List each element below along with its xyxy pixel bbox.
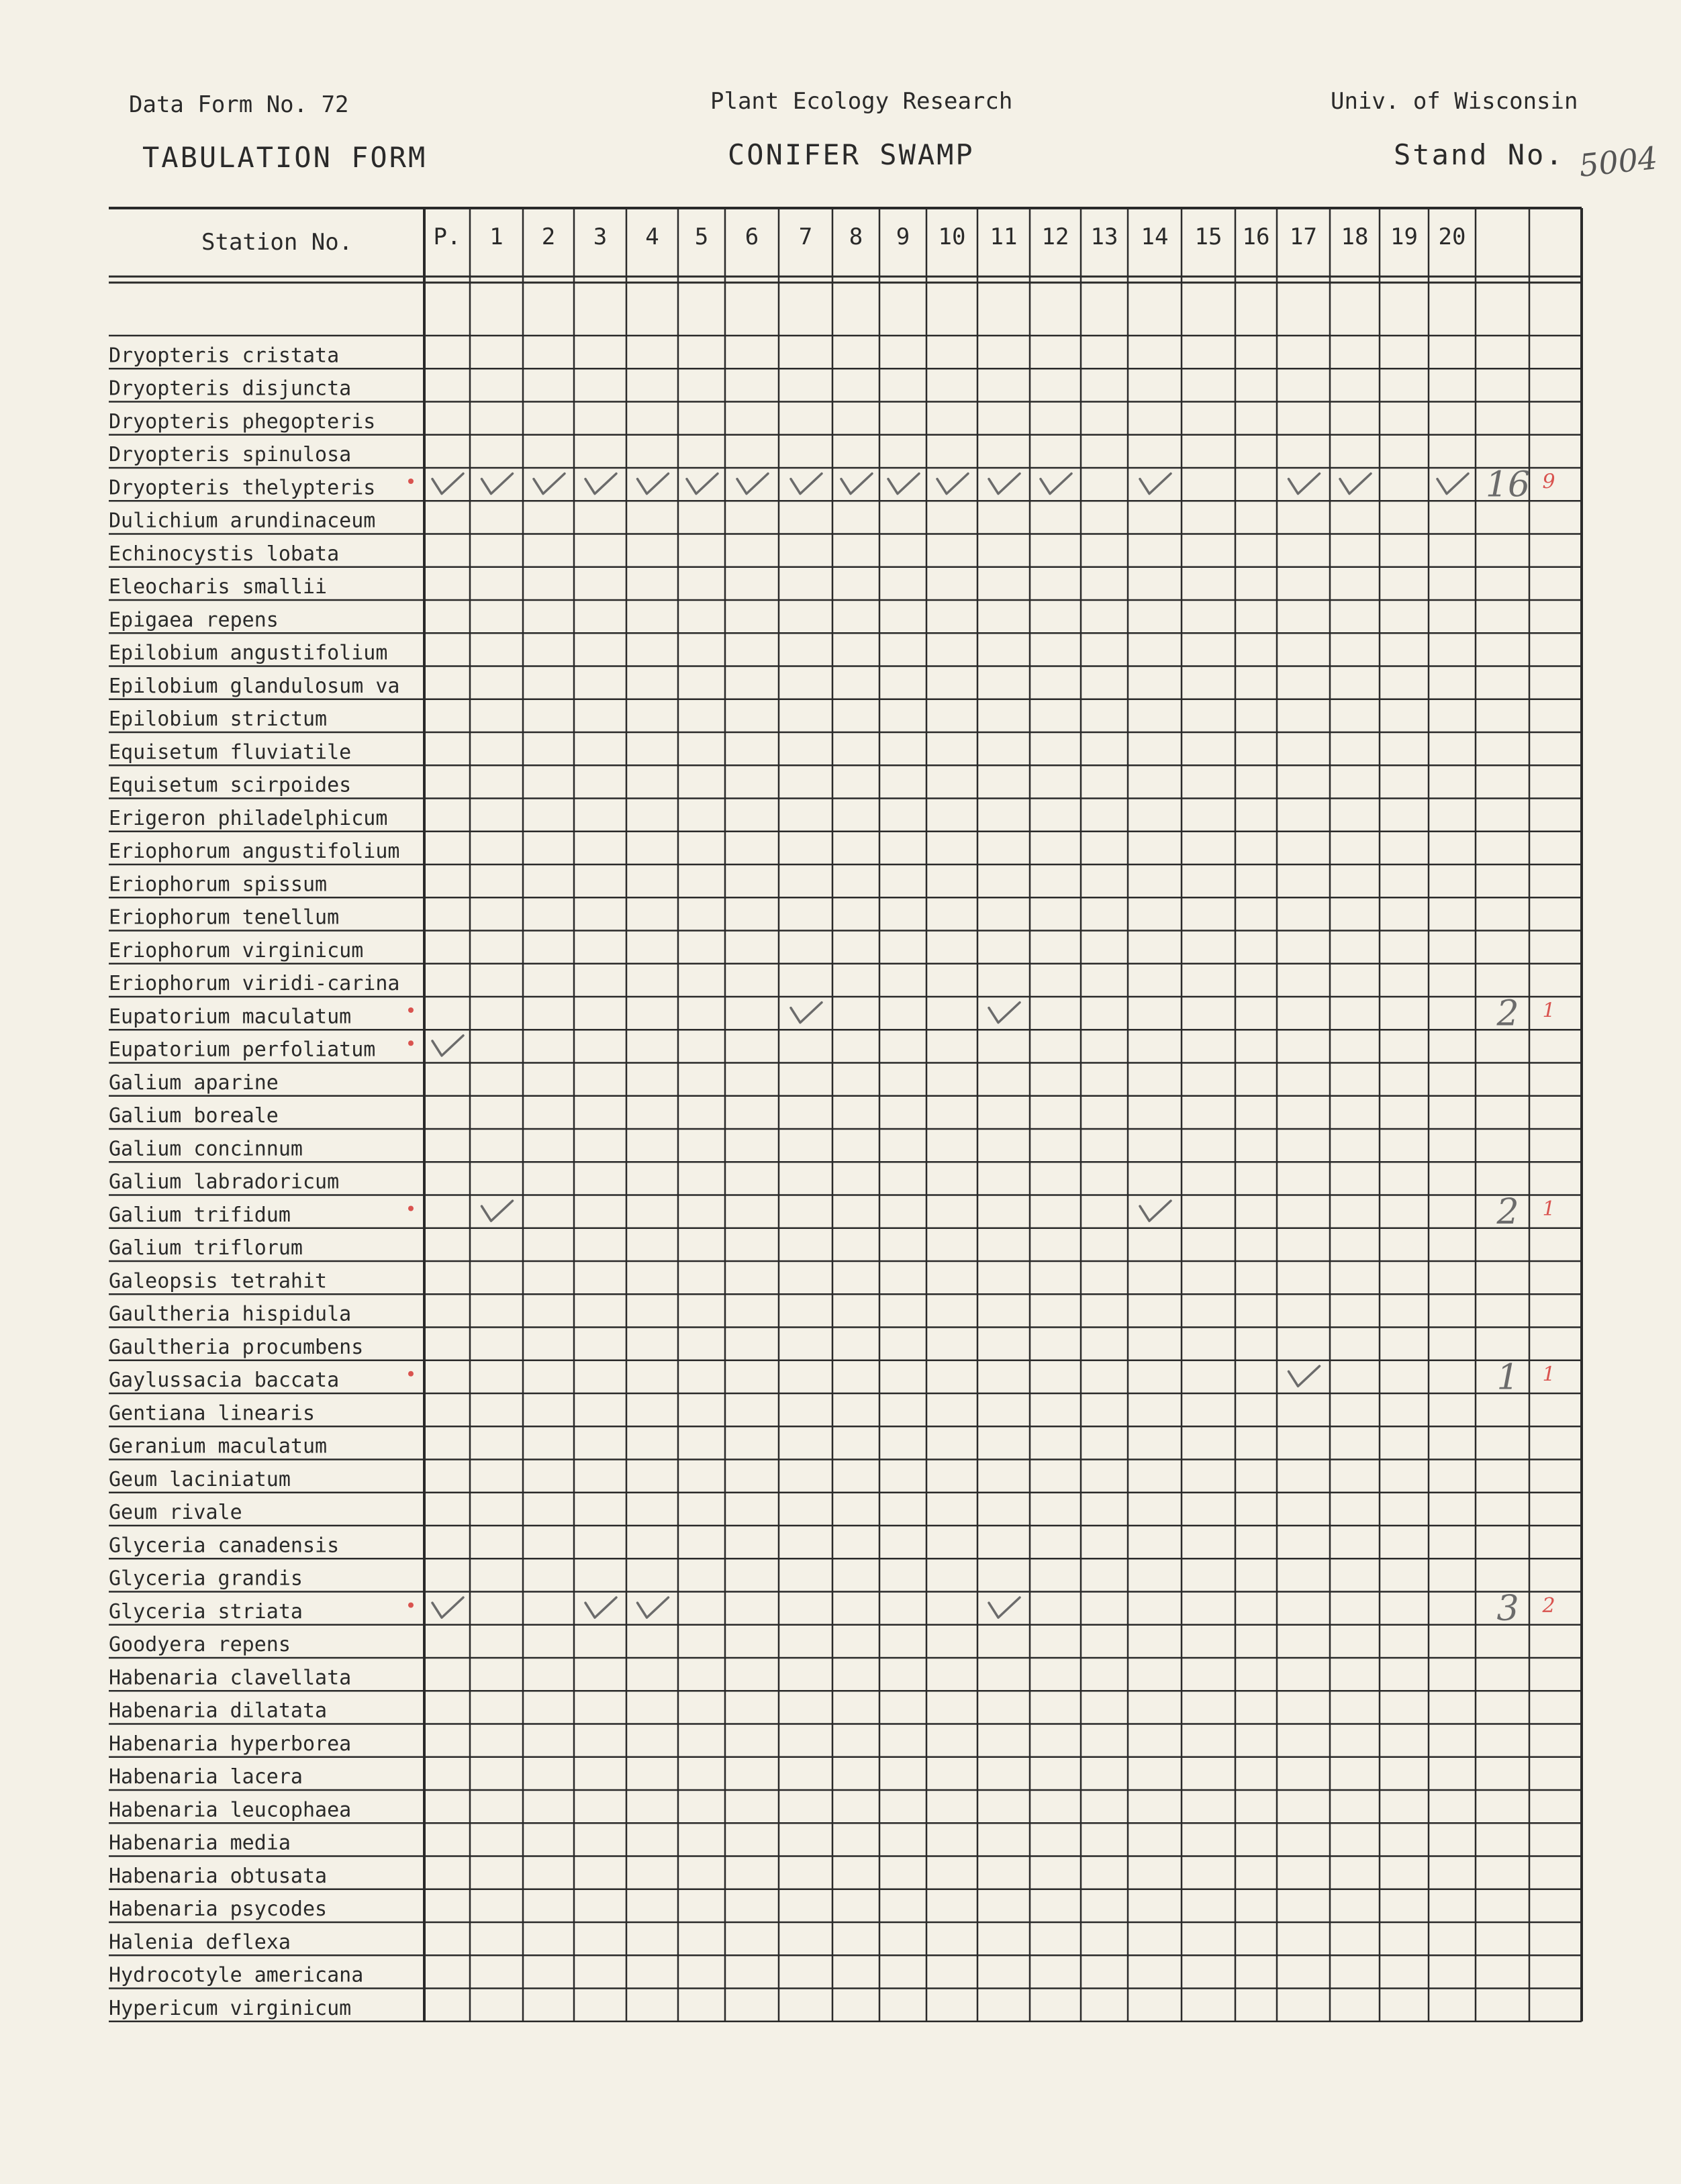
checkmark: [989, 1597, 1020, 1618]
species-name: Habenaria leucophaea: [109, 1798, 352, 1822]
checkmark: [534, 474, 565, 494]
red-dot-mark: [408, 1371, 414, 1377]
species-name: Dryopteris spinulosa: [109, 443, 352, 466]
community-title: CONIFER SWAMP: [728, 138, 975, 171]
species-name: Galium boreale: [109, 1104, 279, 1128]
species-name: Gentiana linearis: [109, 1401, 316, 1426]
species-name: Goodyera repens: [109, 1633, 291, 1656]
checkmark: [737, 474, 768, 494]
column-header: 8: [849, 224, 863, 250]
column-header: 19: [1390, 224, 1418, 250]
species-name: Galeopsis tetrahit: [109, 1269, 328, 1293]
stand-number: 5004: [1577, 140, 1660, 184]
species-name: Habenaria dilatata: [109, 1699, 328, 1723]
red-dot-mark: [408, 1007, 414, 1013]
red-dot-mark: [408, 1206, 414, 1211]
column-header: 10: [938, 224, 966, 250]
red-tally: 2: [1542, 1594, 1555, 1618]
column-header: P.: [433, 224, 461, 250]
species-name: Eriophorum spissum: [109, 873, 328, 897]
research-title: Plant Ecology Research: [710, 88, 1013, 115]
species-name: Dryopteris thelypteris: [109, 476, 376, 500]
species-name: Habenaria lacera: [109, 1765, 303, 1789]
species-name: Galium concinnum: [109, 1137, 303, 1161]
species-name: Gaultheria hispidula: [109, 1302, 352, 1326]
column-header: 18: [1341, 224, 1369, 250]
species-name: Halenia deflexa: [109, 1930, 291, 1954]
frequency-total: 3: [1496, 1589, 1519, 1630]
column-header: 11: [990, 224, 1018, 250]
red-tally: 1: [1542, 1362, 1555, 1387]
stand-label: Stand No.: [1394, 138, 1565, 171]
checkmark: [1289, 1366, 1320, 1386]
species-name: Glyceria striata: [109, 1599, 303, 1624]
checkmark: [638, 1597, 669, 1618]
red-tally: 1: [1542, 1197, 1555, 1222]
column-header: 16: [1242, 224, 1270, 250]
checkmark: [585, 1597, 616, 1618]
species-name: Eriophorum angustifolium: [109, 840, 400, 863]
column-header: 14: [1141, 224, 1169, 250]
species-name: Eriophorum tenellum: [109, 905, 340, 930]
column-header: 9: [896, 224, 910, 250]
checkmark: [791, 1003, 822, 1023]
species-name: Hypericum virginicum: [109, 1996, 352, 2020]
species-name: Gaultheria procumbens: [109, 1335, 364, 1359]
species-name: Geum rivale: [109, 1501, 242, 1524]
species-name: Habenaria hyperborea: [109, 1732, 352, 1756]
species-name: Gaylussacia baccata: [109, 1369, 340, 1392]
species-name: Erigeron philadelphicum: [109, 806, 388, 830]
species-name: Dulichium arundinaceum: [109, 509, 376, 533]
frequency-total: 2: [1496, 1192, 1519, 1233]
species-name: Eriophorum virginicum: [109, 938, 364, 962]
species-name: Epilobium angustifolium: [109, 641, 388, 665]
species-name: Habenaria psycodes: [109, 1897, 328, 1921]
species-name: Epilobium strictum: [109, 707, 328, 731]
checkmark: [638, 474, 669, 494]
column-header: 6: [745, 224, 759, 250]
form-number: Data Form No. 72: [129, 91, 349, 118]
checkmark: [432, 474, 463, 494]
checkmark: [585, 474, 616, 494]
checkmark: [1140, 474, 1171, 494]
species-name: Galium trifidum: [109, 1203, 291, 1227]
species-name: Dryopteris cristata: [109, 344, 340, 368]
university: Univ. of Wisconsin: [1331, 88, 1578, 115]
species-name: Habenaria clavellata: [109, 1666, 352, 1690]
frequency-total: 16: [1485, 464, 1531, 505]
checkmark: [432, 1597, 463, 1618]
column-header: 17: [1290, 224, 1317, 250]
column-header: 12: [1041, 224, 1069, 250]
species-name: Hydrocotyle americana: [109, 1963, 364, 1987]
column-header: 20: [1438, 224, 1466, 250]
red-dot-mark: [408, 1040, 414, 1046]
species-name: Galium labradoricum: [109, 1170, 340, 1194]
column-header: 4: [645, 224, 659, 250]
red-tally: 1: [1542, 999, 1555, 1023]
checkmark: [989, 1003, 1020, 1023]
red-tally: 9: [1542, 470, 1555, 494]
red-dot-mark: [408, 1603, 414, 1608]
checkmark: [1289, 474, 1320, 494]
column-header: 2: [541, 224, 556, 250]
column-header: 5: [694, 224, 709, 250]
species-name: Habenaria obtusata: [109, 1864, 328, 1888]
species-name: Epilobium glandulosum va: [109, 674, 400, 698]
species-name: Eupatorium maculatum: [109, 1005, 352, 1029]
species-name: Eleocharis smallii: [109, 575, 328, 599]
checkmark: [888, 474, 919, 494]
checkmark: [1041, 474, 1071, 494]
species-name: Equisetum fluviatile: [109, 740, 352, 764]
station-label: Station No.: [201, 229, 353, 256]
species-name: Eriophorum viridi-carina: [109, 972, 400, 995]
species-name: Dryopteris phegopteris: [109, 409, 376, 434]
checkmark: [432, 1036, 463, 1056]
checkmark: [687, 474, 718, 494]
checkmark: [791, 474, 822, 494]
checkmark: [1340, 474, 1371, 494]
species-name: Epigaea repens: [109, 608, 279, 632]
checkmark: [1437, 474, 1468, 494]
form-title: TABULATION FORM: [142, 141, 428, 174]
species-name: Galium aparine: [109, 1071, 279, 1095]
checkmark: [1140, 1201, 1171, 1221]
checkmark: [937, 474, 968, 494]
species-name: Glyceria grandis: [109, 1567, 303, 1591]
red-dot-mark: [408, 479, 414, 484]
species-name: Glyceria canadensis: [109, 1534, 340, 1558]
checkmark: [482, 474, 513, 494]
species-name: Echinocystis lobata: [109, 542, 340, 566]
column-header: 7: [798, 224, 813, 250]
checkmark: [841, 474, 872, 494]
species-name: Geranium maculatum: [109, 1434, 328, 1458]
column-header: 3: [593, 224, 608, 250]
species-name: Eupatorium perfoliatum: [109, 1038, 376, 1062]
checkmark: [989, 474, 1020, 494]
column-header: 15: [1194, 224, 1222, 250]
species-name: Dryopteris disjuncta: [109, 377, 352, 401]
frequency-total: 2: [1496, 993, 1519, 1034]
checkmark: [482, 1201, 513, 1221]
species-name: Galium triflorum: [109, 1236, 303, 1260]
species-name: Habenaria media: [109, 1831, 291, 1855]
column-header: 1: [489, 224, 503, 250]
species-name: Equisetum scirpoides: [109, 773, 352, 797]
frequency-total: 1: [1496, 1357, 1519, 1398]
column-header: 13: [1090, 224, 1118, 250]
species-name: Geum laciniatum: [109, 1467, 291, 1491]
